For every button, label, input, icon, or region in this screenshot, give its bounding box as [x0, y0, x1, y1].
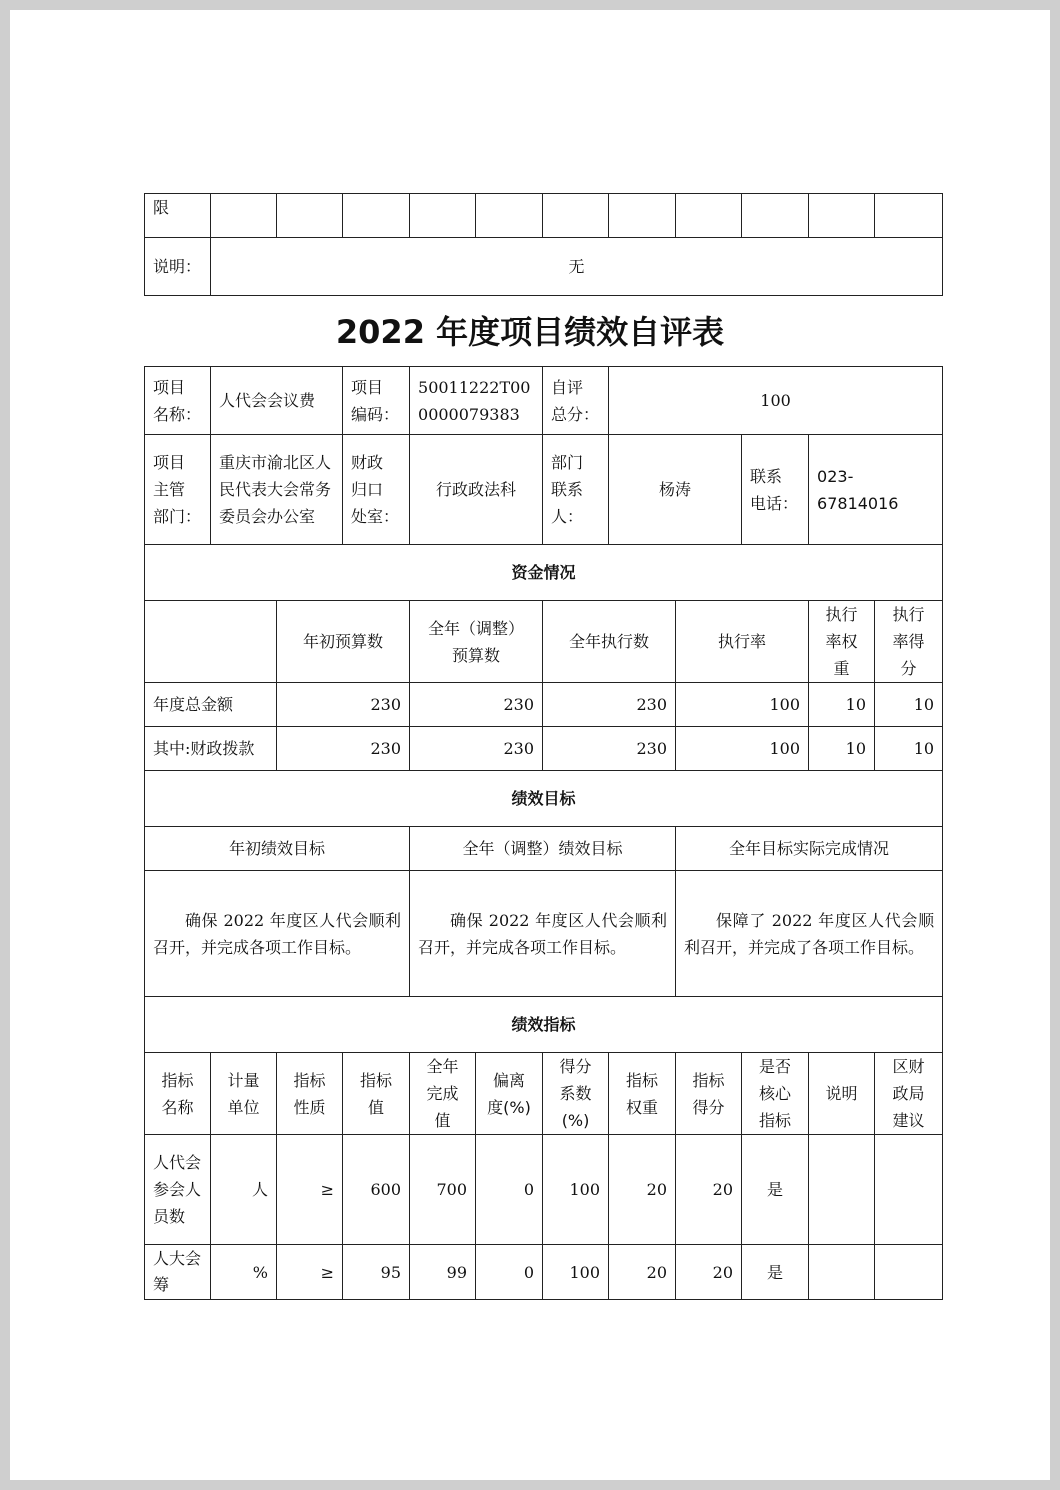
goals-header-initial: 年初绩效目标: [145, 827, 410, 871]
ind-note: [809, 1135, 875, 1245]
funds-cell: 10: [809, 683, 875, 727]
ind-core: 是: [742, 1135, 809, 1245]
funds-cell: 230: [410, 683, 543, 727]
funds-cell: 10: [809, 727, 875, 771]
ind-advice: [875, 1135, 943, 1245]
project-code: 50011222T000000079383: [410, 367, 543, 435]
goal-text-actual: 保障了 2022 年度区人代会顺利召开，并完成了各项工作目标。: [676, 871, 943, 997]
ind-weight: 20: [609, 1245, 676, 1300]
ind-score: 20: [676, 1135, 742, 1245]
document-page: [10, 10, 1050, 1480]
ind-header: 区财 政局 建议: [875, 1053, 943, 1135]
note-label: 说明：: [145, 238, 211, 296]
ind-header: 指标 值: [343, 1053, 410, 1135]
ind-header: 说明: [809, 1053, 875, 1135]
funds-row-label: 年度总金额: [145, 683, 277, 727]
ind-score: 20: [676, 1245, 742, 1300]
funds-header-executed: 全年执行数: [543, 601, 676, 683]
funds-cell: 230: [277, 727, 410, 771]
funds-cell: 10: [875, 727, 943, 771]
project-code-label: 项目 编码：: [343, 367, 410, 435]
dept-label: 项目 主管 部门：: [145, 435, 211, 545]
ind-header: 指标 名称: [145, 1053, 211, 1135]
project-name-label: 项目 名称：: [145, 367, 211, 435]
top-table: [144, 193, 943, 296]
phone-label: 联系 电话：: [742, 435, 809, 545]
goals-header-adjusted: 全年（调整）绩效目标: [410, 827, 676, 871]
ind-unit: %: [211, 1245, 277, 1300]
funds-cell: 100: [676, 727, 809, 771]
note-value: 无: [211, 238, 943, 296]
funds-cell: 230: [543, 727, 676, 771]
ind-actual: 700: [410, 1135, 476, 1245]
ind-header: 指标 性质: [277, 1053, 343, 1135]
ind-name: 人代会参会人员数: [145, 1135, 211, 1245]
ind-target: 600: [343, 1135, 410, 1245]
ind-header: 是否 核心 指标: [742, 1053, 809, 1135]
ind-actual: 99: [410, 1245, 476, 1300]
ind-target: 95: [343, 1245, 410, 1300]
ind-name: 人大会筹: [145, 1245, 211, 1300]
funds-cell: 100: [676, 683, 809, 727]
ind-coef: 100: [543, 1245, 609, 1300]
ind-note: [809, 1245, 875, 1300]
funds-row-total: [145, 683, 943, 727]
ind-header: 指标 得分: [676, 1053, 742, 1135]
self-score: 100: [609, 367, 943, 435]
ind-advice: [875, 1245, 943, 1300]
project-name: 人代会会议费: [211, 367, 343, 435]
funds-row-fiscal: [145, 727, 943, 771]
funds-cell: 230: [543, 683, 676, 727]
goal-text-adjusted: 确保 2022 年度区人代会顺利召开，并完成各项工作目标。: [410, 871, 676, 997]
dept-value: 重庆市渝北区人民代表大会常务委员会办公室: [211, 435, 343, 545]
ind-nature: ≥: [277, 1245, 343, 1300]
ind-deviation: 0: [476, 1135, 543, 1245]
goals-header-actual: 全年目标实际完成情况: [676, 827, 943, 871]
funds-cell: 230: [410, 727, 543, 771]
goals-section-title: 绩效目标: [145, 771, 943, 827]
funds-header-rate-score: 执行 率得 分: [875, 601, 943, 683]
limit-label: 限: [145, 194, 211, 238]
finance-label: 财政 归口 处室：: [343, 435, 410, 545]
ind-weight: 20: [609, 1135, 676, 1245]
page-title: 2022 年度项目绩效自评表: [335, 313, 725, 351]
funds-header-initial: 年初预算数: [277, 601, 410, 683]
ind-unit: 人: [211, 1135, 277, 1245]
contact-value: 杨涛: [609, 435, 742, 545]
ind-core: 是: [742, 1245, 809, 1300]
ind-coef: 100: [543, 1135, 609, 1245]
ind-header: 得分 系数 (%): [543, 1053, 609, 1135]
ind-header: 指标 权重: [609, 1053, 676, 1135]
phone-value: 023-67814016: [809, 435, 943, 545]
indicator-row: [145, 1135, 943, 1245]
funds-header-rate: 执行率: [676, 601, 809, 683]
ind-deviation: 0: [476, 1245, 543, 1300]
score-label: 自评 总分：: [543, 367, 609, 435]
funds-section-title: 资金情况: [145, 545, 943, 601]
indicator-row: [145, 1245, 943, 1300]
ind-header: 全年 完成 值: [410, 1053, 476, 1135]
funds-cell: 230: [277, 683, 410, 727]
indicators-section-title: 绩效指标: [145, 997, 943, 1053]
finance-value: 行政政法科: [410, 435, 543, 545]
goal-text-initial: 确保 2022 年度区人代会顺利召开，并完成各项工作目标。: [145, 871, 410, 997]
ind-nature: ≥: [277, 1135, 343, 1245]
contact-label: 部门 联系 人：: [543, 435, 609, 545]
ind-header: 计量 单位: [211, 1053, 277, 1135]
funds-header-rate-weight: 执行 率权 重: [809, 601, 875, 683]
funds-cell: 10: [875, 683, 943, 727]
funds-header-adjusted: 全年（调整） 预算数: [410, 601, 543, 683]
funds-row-label: 其中:财政拨款: [145, 727, 277, 771]
ind-header: 偏离 度(%): [476, 1053, 543, 1135]
main-table: [144, 366, 943, 1300]
